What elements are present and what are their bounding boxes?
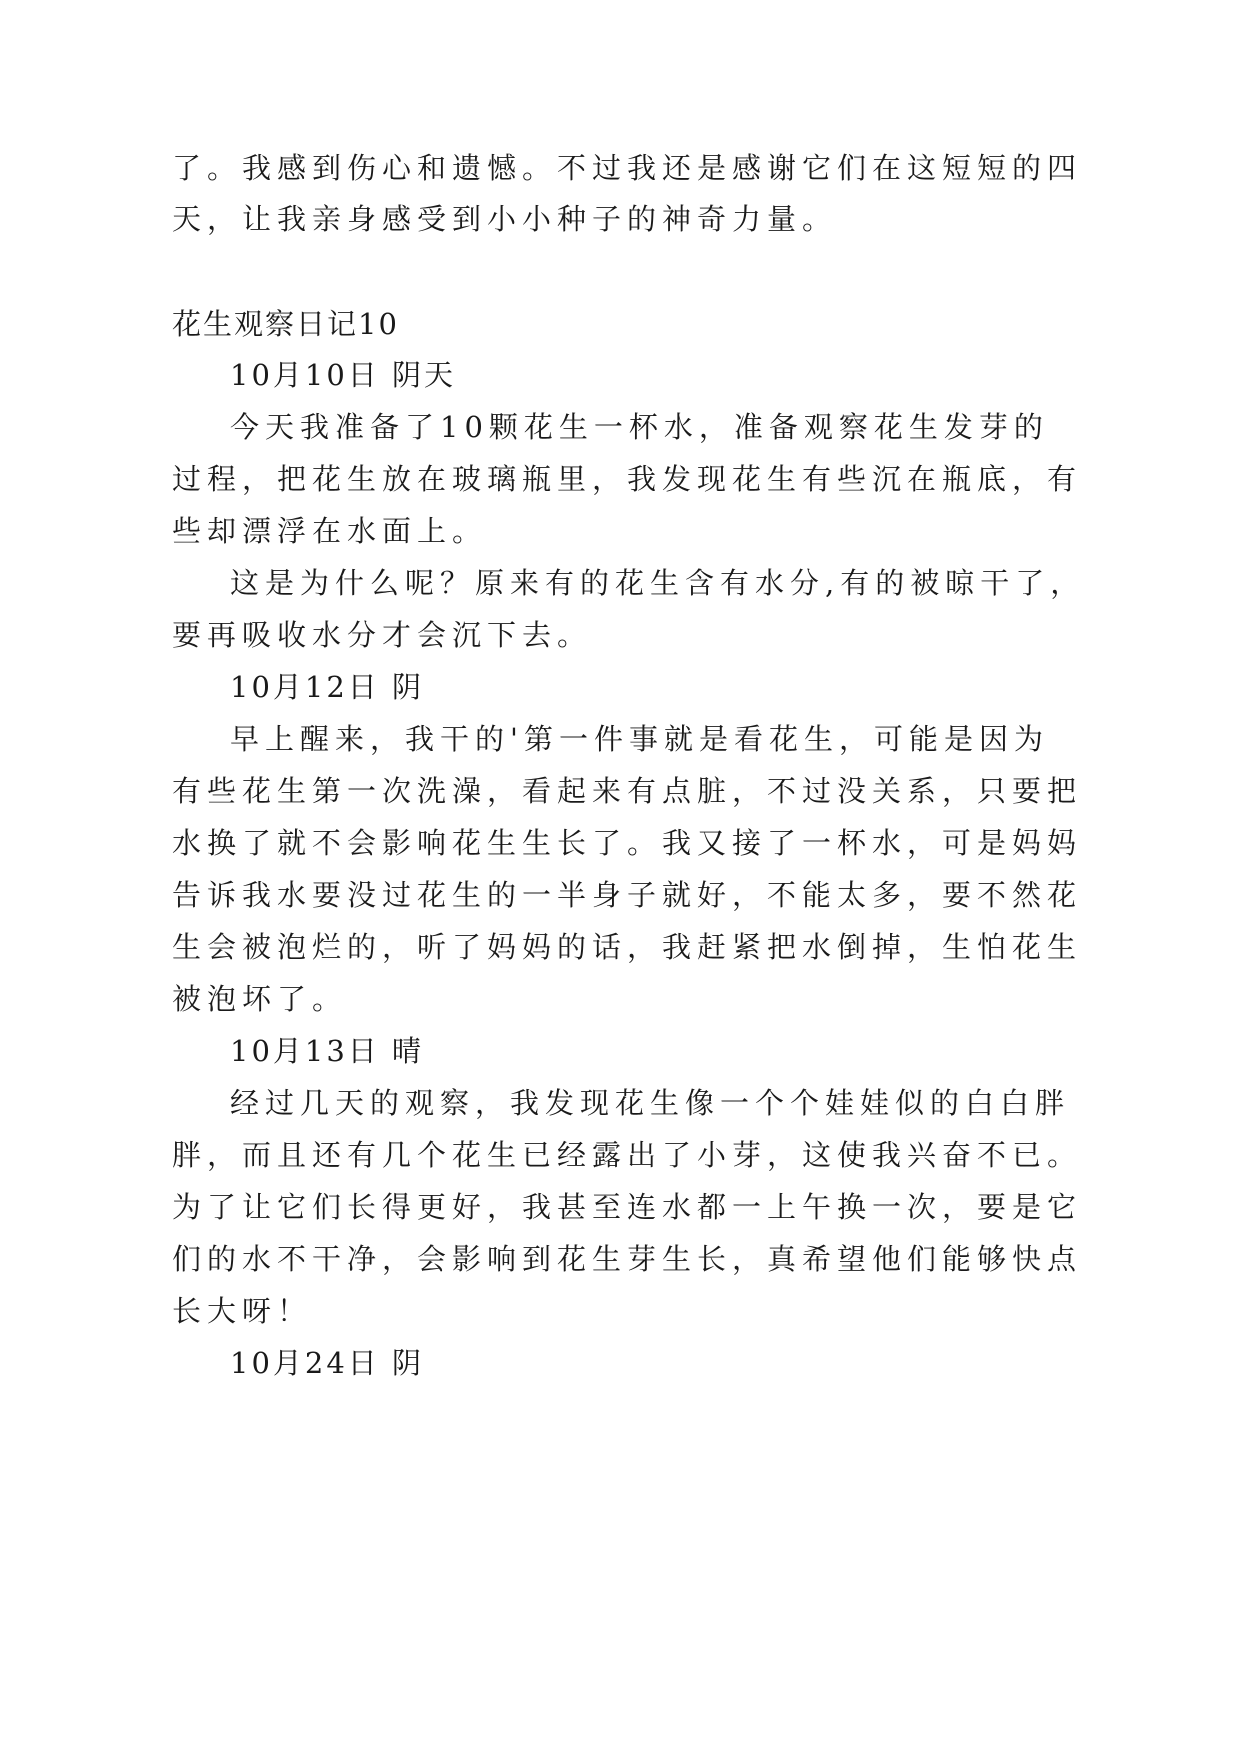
paragraph-line: 生会被泡烂的，听了妈妈的话，我赶紧把水倒掉，生怕花生 (172, 930, 1083, 964)
entry-date: 10月13日 晴 (230, 1034, 425, 1068)
entry-date: 10月12日 阴 (230, 670, 425, 704)
paragraph-line: 过程，把花生放在玻璃瓶里，我发现花生有些沉在瓶底，有 (172, 462, 1083, 496)
paragraph-line: 长大呀！ (172, 1294, 313, 1328)
paragraph-line: 被泡坏了。 (172, 982, 348, 1016)
section-title: 花生观察日记10 (172, 307, 399, 341)
intro-line: 天，让我亲身感受到小小种子的神奇力量。 (172, 202, 838, 236)
paragraph-line: 水换了就不会影响花生生长了。我又接了一杯水，可是妈妈 (172, 826, 1083, 860)
paragraph-line: 早上醒来，我干的'第一件事就是看花生，可能是因为 (230, 722, 1049, 756)
entry-date: 10月24日 阴 (230, 1346, 425, 1380)
paragraph-line: 经过几天的观察，我发现花生像一个个娃娃似的白白胖 (230, 1086, 1071, 1120)
paragraph-line: 些却漂浮在水面上。 (172, 514, 488, 548)
paragraph-line: 告诉我水要没过花生的一半身子就好，不能太多，要不然花 (172, 878, 1083, 912)
paragraph-line: 这是为什么呢？原来有的花生含有水分,有的被晾干了， (230, 566, 1086, 600)
paragraph-line: 要再吸收水分才会沉下去。 (172, 618, 593, 652)
entry-date: 10月10日 阴天 (230, 358, 457, 392)
paragraph-line: 胖，而且还有几个花生已经露出了小芽，这使我兴奋不已。 (172, 1138, 1083, 1172)
paragraph-line: 今天我准备了10颗花生一杯水，准备观察花生发芽的 (230, 410, 1049, 444)
paragraph-line: 有些花生第一次洗澡，看起来有点脏，不过没关系，只要把 (172, 774, 1083, 808)
intro-line: 了。我感到伤心和遗憾。不过我还是感谢它们在这短短的四 (172, 151, 1083, 185)
paragraph-line: 为了让它们长得更好，我甚至连水都一上午换一次，要是它 (172, 1190, 1083, 1224)
paragraph-line: 们的水不干净，会影响到花生芽生长，真希望他们能够快点 (172, 1242, 1083, 1276)
